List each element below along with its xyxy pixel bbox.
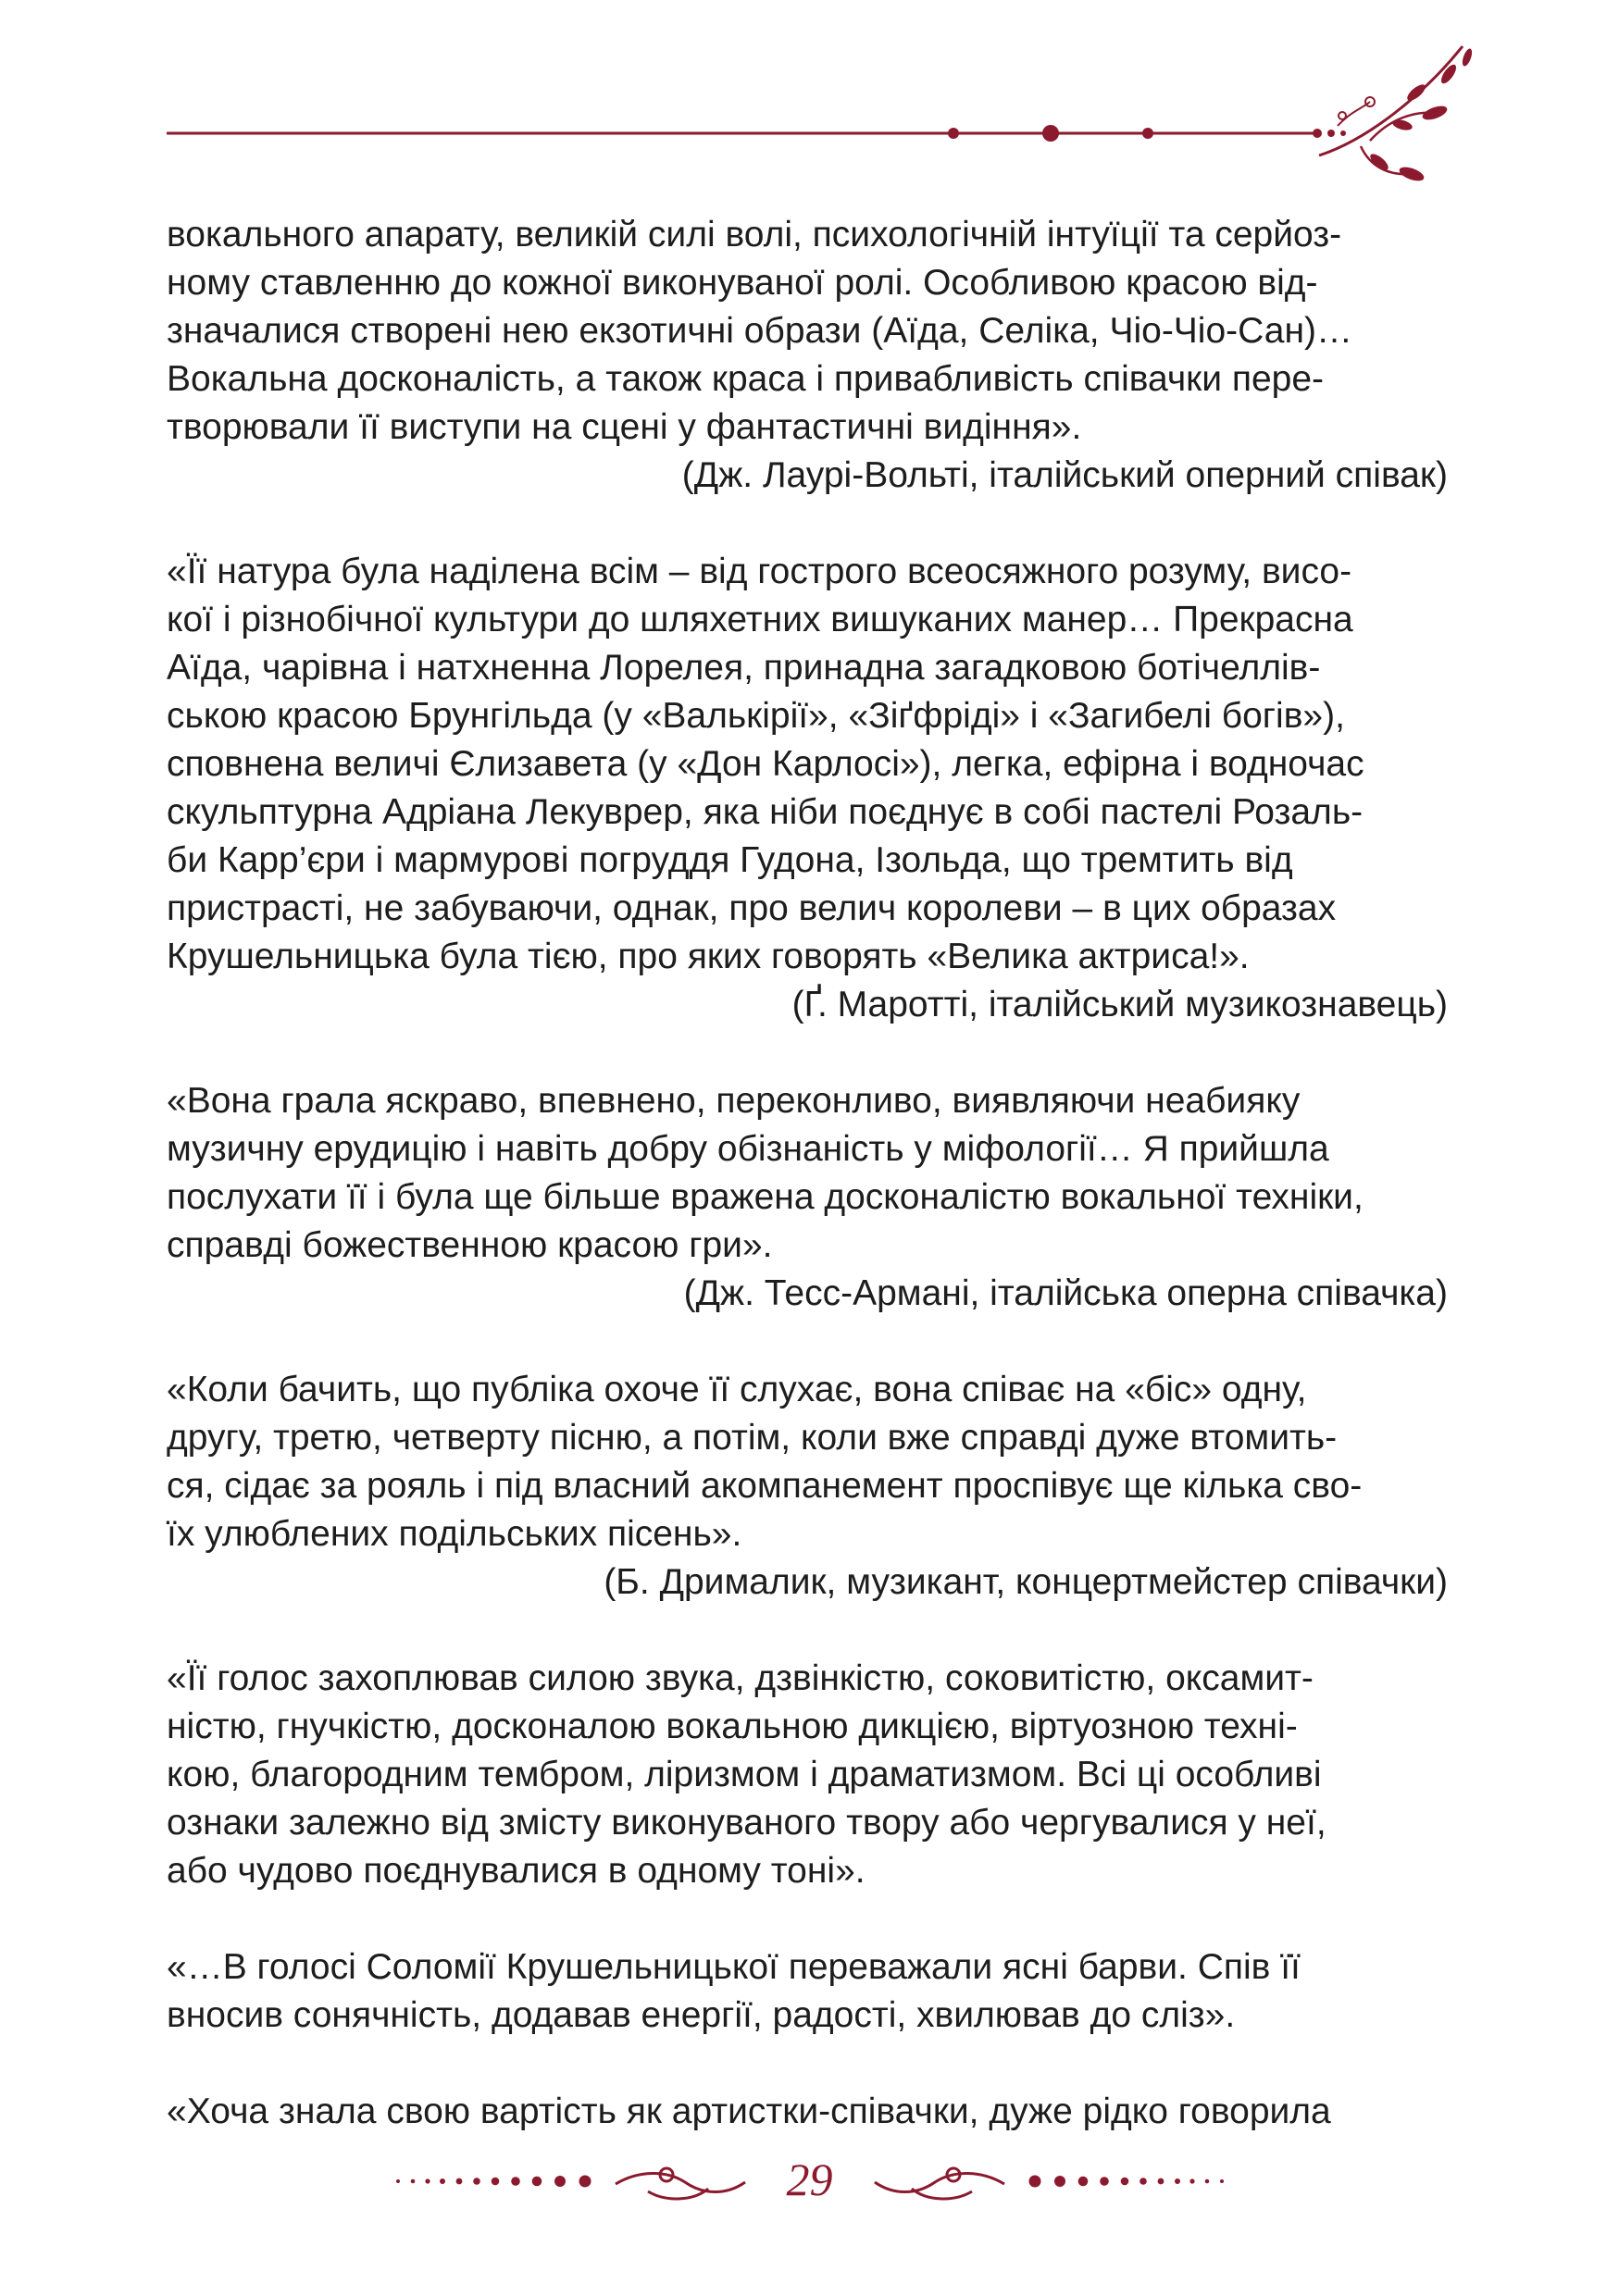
- quote-attribution-1: (Дж. Лаурі-Вольті, італійський оперний співак): [681, 455, 1448, 495]
- quote-attribution-3: (Дж. Тесс-Армані, італійська оперна співачка): [683, 1273, 1448, 1313]
- quote-attribution-2: (Ґ. Маротті, італійський музикознавець): [791, 985, 1448, 1024]
- quote-paragraph-2: «Її натура була наділена всім – від гострого всеосяжного розуму, висо- кої і різнобічної культури до шляхетних вишуканих манер… Прекрасна Аїда, чарівна і натхненна Лорелея, принадна загадковою ботічеллів- ською красою Брунгільда (у «Валькірії», «Зіґфріді» і «Загибелі богів»), сповнена величі Єлизавета (у «Дон Карлосі»), легка, ефірна і водночас скульптурна Адріана Лекуврер, яка ніби поєднує в собі пастелі Розаль- би Карр’єри і мармурові погруддя Гудона, Ізольда, що тремтить від пристрасті, не забуваючи, однак, про велич королеви – в цих образах Крушельницька була тією, про яких говорять «Велика актриса!».: [167, 552, 1364, 976]
- quote-paragraph-1: вокального апарату, великій силі волі, психологічній інтуїції та серйоз- ному ставленню до кожної виконуваної ролі. Особливою красою від- значалися створені нею екзотичні образи (Аїда, Селіка, Чіо-Чіо-Сан)… Вокальна досконалість, а також краса і привабливість співачки пере- творювали її виступи на сцені у фантастичні видіння».: [167, 215, 1352, 447]
- page-number: 29: [786, 2153, 833, 2205]
- quote-attribution-4: (Б. Дрималик, музикант, концертмейстер співачки): [604, 1562, 1448, 1602]
- main-text: [167, 211, 1448, 2136]
- top-floral-ornament: [167, 37, 1481, 204]
- quote-paragraph-7: «Хоча знала свою вартість як артистки-співачки, дуже рідко говорила: [167, 2091, 1331, 2131]
- quote-paragraph-6: «…В голосі Соломії Крушельницької переважали ясні барви. Спів її вносив сонячність, додавав енергії, радості, хвилював до сліз».: [167, 1947, 1301, 2035]
- quote-paragraph-4: «Коли бачить, що публіка охоче її слухає, вона співає на «біс» одну, другу, третю, четверту пісню, а потім, коли вже справді дуже втомить- ся, сідає за рояль і під власний акомпанемент проспівує ще кілька сво- їх улюблених подільських пісень».: [167, 1370, 1363, 1554]
- quote-paragraph-3: «Вона грала яскраво, впевнено, переконливо, виявляючи неабияку музичну ерудицію і навіть добру обізнаність у міфології… Я прийшла послухати її і була ще більше вражена досконалістю вокальної техніки, справді божественною красою гри».: [167, 1081, 1364, 1265]
- quote-paragraph-5: «Її голос захоплював силою звука, дзвінкістю, соковитістю, оксамит- ністю, гнучкістю, досконалою вокальною дикцією, віртуозною техні- кою, благородним тембром, ліризмом і драматизмом. Всі ці особливі ознаки залежно від змісту виконуваного твору або чергувалися у неї, або чудово поєднувалися в одному тоні».: [167, 1658, 1326, 1891]
